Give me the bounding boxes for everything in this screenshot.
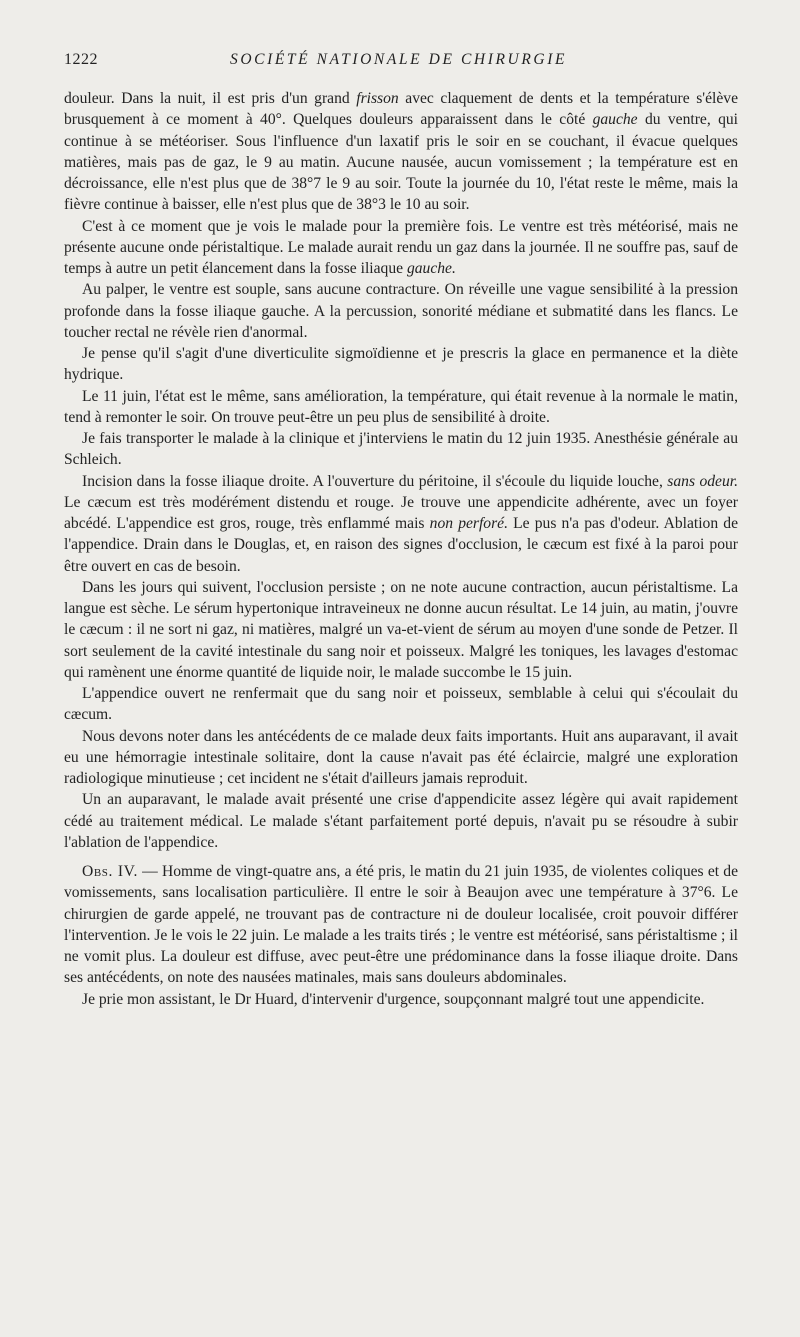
text-run: Incision dans la fosse iliaque droite. A l'ouverture du péritoine, il s'écoule du liquide louche, — [82, 472, 668, 490]
text-run: Le pus n'a pas d'odeur. Ablation de l'appendice. Drain dans le Douglas, et, en raison des signes d'occlusion, le cæcum est fixé à la paroi pour être ouvert en cas de besoin. — [64, 515, 738, 575]
text-run: Je prie mon assistant, le Dr Huard, d'intervenir d'urgence, soupçonnant malgré tout une appendicite. — [82, 990, 705, 1008]
text-run: du ventre, qui continue à se météoriser. Sous l'influence d'un laxatif pris le soir en se couchant, il évacue quelques matières, mais pas de gaz, le 9 au matin. Aucune nausée, aucun vomissement ; la température est en décroissance, elle n'est plus que de 38°7 le 9 au soir. Toute la journée du 10, l'état reste le même, mais la fièvre continue à baisser, elle n'est plus que de 38°3 le 10 au soir. — [64, 111, 738, 214]
text-run: Je pense qu'il s'agit d'une diverticulite sigmoïdienne et je prescris la glace en permanence et la diète hydrique. — [64, 345, 738, 384]
paragraph — [64, 789, 738, 853]
text-run: Au palper, le ventre est souple, sans aucune contracture. On réveille une vague sensibilité à la pression profonde dans la fosse iliaque gauche. A la percussion, sonorité médiane et submatité dans les flancs. Le toucher rectal ne révèle rien d'anormal. — [64, 281, 738, 341]
observation-paragraph — [64, 861, 738, 989]
page-header — [64, 51, 736, 73]
paragraph — [64, 343, 738, 386]
body-text — [64, 88, 738, 1010]
italic-text: non perforé. — [429, 515, 508, 532]
text-run: — Homme de vingt-quatre ans, a été pris, le matin du 21 juin 1935, de violentes coliques et de vomissements, sans localisation particulière. Il entre le soir à Beaujon avec une température à 37°6. Le chirurgien de garde appelé, ne trouvant pas de contracture ni de douleur localisée, croit pouvoir différer l'intervention. Je le vois le 22 juin. Le malade a les traits tirés ; le ventre est météorisé, sans péristaltisme ; il ne vomit plus. La douleur est diffuse, avec peut-être une prédominance dans la fosse iliaque droite. Dans ses antécédents, on note des nausées matinales, mais sans douleurs abdominales. — [64, 863, 739, 987]
italic-text: sans odeur. — [667, 472, 738, 490]
text-run: L'appendice ouvert ne renfermait que du sang noir et poisseux, semblable à celui qui s'écoulait du cæcum. — [64, 685, 738, 724]
italic-text: frisson — [356, 90, 399, 107]
italic-text: gauche — [592, 111, 638, 129]
text-run: C'est à ce moment que je vois le malade pour la première fois. Le ventre est très météorisé, mais ne présente aucune onde péristaltique. Le malade aurait rendu un gaz dans la journée. Il ne souffre pas, sauf de temps à autre un petit élancement dans la fosse iliaque — [64, 217, 738, 277]
paragraph — [64, 428, 738, 471]
paragraph — [64, 683, 738, 726]
paragraph — [64, 279, 738, 343]
paragraph — [64, 989, 738, 1010]
paragraph — [64, 726, 738, 790]
paragraph — [64, 471, 738, 577]
paragraph — [64, 577, 738, 683]
paragraph — [64, 216, 738, 280]
text-run: Un an auparavant, le malade avait présenté une crise d'appendicite assez légère qui avait rapidement cédé au traitement médical. Le malade s'étant parfaitement porté depuis, n'avait pu se résoudre à subir l'ablation de l'appendice. — [64, 791, 738, 851]
text-run: Je fais transporter le malade à la clinique et j'interviens le matin du 12 juin 1935. Anesthésie générale au Schleich. — [64, 430, 738, 469]
text-run: Dans les jours qui suivent, l'occlusion persiste ; on ne note aucune contraction, aucun péristaltisme. La langue est sèche. Le sérum hypertonique intraveineux ne donne aucun résultat. Le 14 juin, au matin, j'ouvre le cæcum : il ne sort ni gaz, ni matières, malgré un va-et-vient de sérum au moyen d'une sonde de Petzer. Il sort seulement de la cavité intestinale du sang noir et poisseux. Malgré les toniques, les lavages d'estomac qui ramènent une énorme quantité de liquide noir, le malade succombe le 15 juin. — [64, 578, 738, 681]
running-title: SOCIÉTÉ NATIONALE DE CHIRURGIE — [230, 51, 568, 68]
italic-text: gauche. — [406, 260, 456, 277]
text-run: douleur. Dans la nuit, il est pris d'un grand — [64, 90, 357, 107]
text-run: avec claquement de dents et la température s'élève brusquement à ce moment à 40°. Quelques douleurs apparaissent dans le côté — [64, 90, 738, 129]
observation-label: Obs. IV. — [82, 863, 138, 880]
text-run: Nous devons noter dans les antécédents de ce malade deux faits importants. Huit ans auparavant, il avait eu une hémorragie intestinale solitaire, dont la cause n'avait pas été éclaircie, malgré une exploration radiologique minutieuse ; cet incident ne s'était d'ailleurs jamais reproduit. — [64, 727, 738, 787]
paragraph — [64, 88, 738, 216]
page-number: 1222 — [64, 51, 98, 68]
text-run: Le cæcum est très modérément distendu et rouge. Je trouve une appendicite adhérente, avec un foyer abcédé. L'appendice est gros, rouge, très enflammé mais — [64, 493, 738, 532]
paragraph — [64, 386, 738, 429]
text-run: Le 11 juin, l'état est le même, sans amélioration, la température, qui était revenue à la normale le matin, tend à remonter le soir. On trouve peut-être un peu plus de sensibilité à droite. — [64, 387, 738, 426]
